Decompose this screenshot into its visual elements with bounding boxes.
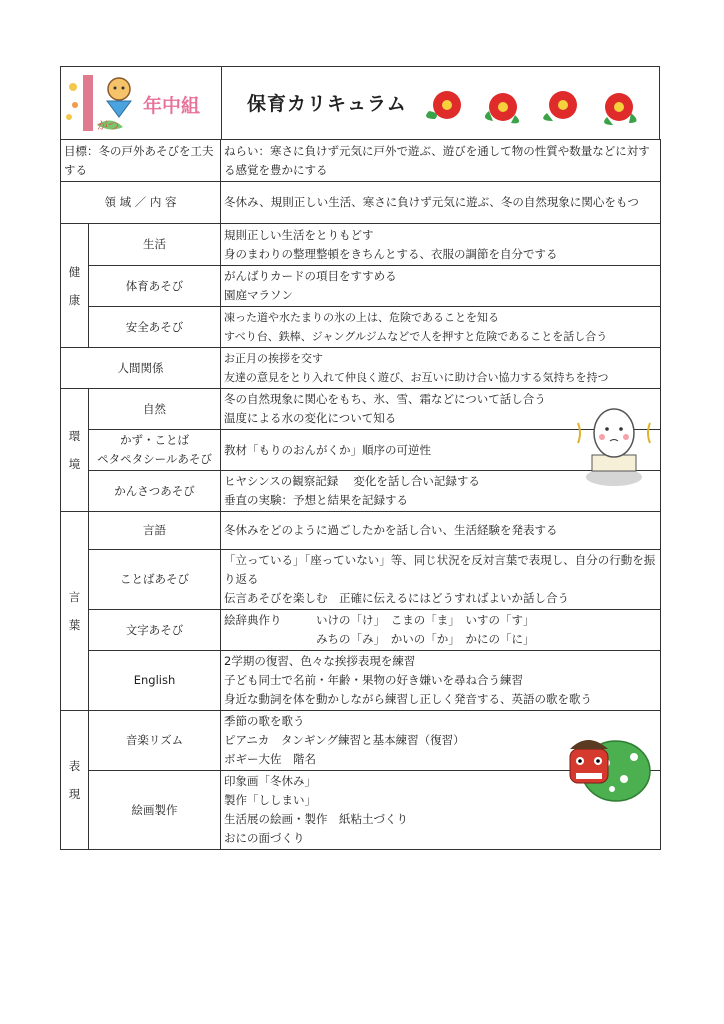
expression-row-music — [61, 711, 661, 771]
relations-content: お正月の挨拶を交す 友達の意見をとり入れて仲良く遊び、お互いに助け合い協力する気持ちを持つ — [221, 348, 661, 389]
category-expression: 表 現 — [61, 711, 89, 850]
health-safety-label: 安全あそび — [89, 307, 221, 348]
language-wordplay-label: ことばあそび — [89, 550, 221, 610]
environment-numbers-content: 教材「もりのおんがくか」順序の可逆性 — [221, 430, 661, 471]
language-speech-label: 言語 — [89, 512, 221, 550]
domain-header-row — [61, 182, 661, 224]
language-english-label: English — [89, 651, 221, 711]
environment-row-observation — [61, 471, 661, 512]
health-pe-label: 体育あそび — [89, 266, 221, 307]
relations-row — [61, 348, 661, 389]
environment-row-nature — [61, 389, 661, 430]
environment-numbers-label: かず・ことば ペタペタシールあそび — [89, 430, 221, 471]
health-life-content: 規則正しい生活をとりもどす 身のまわりの整理整頓をきちんとする、衣服の調節を自分でする — [221, 224, 661, 266]
expression-art-content: 印象画「冬休み」 製作「ししまい」 生活展の絵画・製作 紙粘土づくり おにの面づくり — [221, 771, 661, 850]
language-row-letters — [61, 610, 661, 651]
language-english-content: 2学期の復習、色々な挨拶表現を練習 子ども同士で名前・年齢・果物の好き嫌いを尋ね合う練習 身近な動詞を体を動かしながら練習し正しく発音する、英語の歌を歌う — [221, 651, 661, 711]
mochi-character-illustration — [574, 403, 654, 489]
language-row-wordplay — [61, 550, 661, 610]
month-logo — [61, 67, 222, 139]
environment-row-numbers — [61, 430, 661, 471]
health-pe-content: がんばりカードの項目をすすめる 園庭マラソン — [221, 266, 661, 307]
relations-label: 人間関係 — [61, 348, 221, 389]
expression-music-content: 季節の歌を歌う ピアニカ タンギング練習と基本練習（復習） ボギー大佐 階名 — [221, 711, 661, 771]
language-row-speech — [61, 512, 661, 550]
lion-dance-illustration — [564, 723, 654, 807]
language-row-english — [61, 651, 661, 711]
environment-nature-label: 自然 — [89, 389, 221, 430]
expression-art-label: 絵画製作 — [89, 771, 221, 850]
goal-target: 目標：冬の戸外あそびを工夫する — [61, 140, 221, 182]
curriculum-page — [60, 66, 660, 850]
environment-observation-label: かんさつあそび — [89, 471, 221, 512]
category-environment: 環 境 — [61, 389, 89, 512]
environment-observation-content: ヒヤシンスの観察記録 変化を話し合い記録する 垂直の実験：予想と結果を記録する — [221, 471, 661, 512]
domain-header-label: 領 域 ／ 内 容 — [61, 182, 221, 224]
health-row-pe — [61, 266, 661, 307]
page-title: 保育カリキュラム — [247, 93, 407, 115]
language-letters-label: 文字あそび — [89, 610, 221, 651]
goal-row — [61, 140, 661, 182]
language-speech-content: 冬休みをどのように過ごしたかを話し合い、生活経験を発表する — [221, 512, 661, 550]
health-row-safety — [61, 307, 661, 348]
curriculum-table — [60, 139, 661, 850]
language-wordplay-content: 「立っている」「座っていない」等、同じ状況を反対言葉で表現し、自分の行動を振り返る 伝言あそびを楽しむ 正確に伝えるにはどうすればよいか話し合う — [221, 550, 661, 610]
month-label: がつ — [97, 119, 119, 132]
goal-aim: ねらい：寒さに負けず元気に戸外で遊ぶ、遊びを通して物の性質や数量などに対する感覚を豊かにする — [221, 140, 661, 182]
expression-music-label: 音楽リズム — [89, 711, 221, 771]
category-language: 言 葉 — [61, 512, 89, 711]
header — [60, 66, 660, 139]
health-life-label: 生活 — [89, 224, 221, 266]
health-safety-content: 凍った道や水たまりの氷の上は、危険であることを知る すべり台、鉄棒、ジャングルジムなどで人を押すと危険であることを話し合う — [221, 307, 661, 348]
class-label: 年中組 — [143, 95, 201, 117]
category-health: 健 康 — [61, 224, 89, 348]
health-row-life — [61, 224, 661, 266]
domain-header-content: 冬休み、規則正しい生活、寒さに負けず元気に遊ぶ、冬の自然現象に関心をもつ — [221, 182, 661, 224]
camellia-flowers-decoration — [423, 81, 653, 129]
language-letters-content: 絵辞典作り いけの「け」 こまの「ま」 いすの「す」 みちの「み」 かいの「か」 かにの「に」 — [221, 610, 661, 651]
environment-nature-content: 冬の自然現象に関心をもち、氷、雪、霜などについて話し合う 温度による水の変化について知る — [221, 389, 661, 430]
